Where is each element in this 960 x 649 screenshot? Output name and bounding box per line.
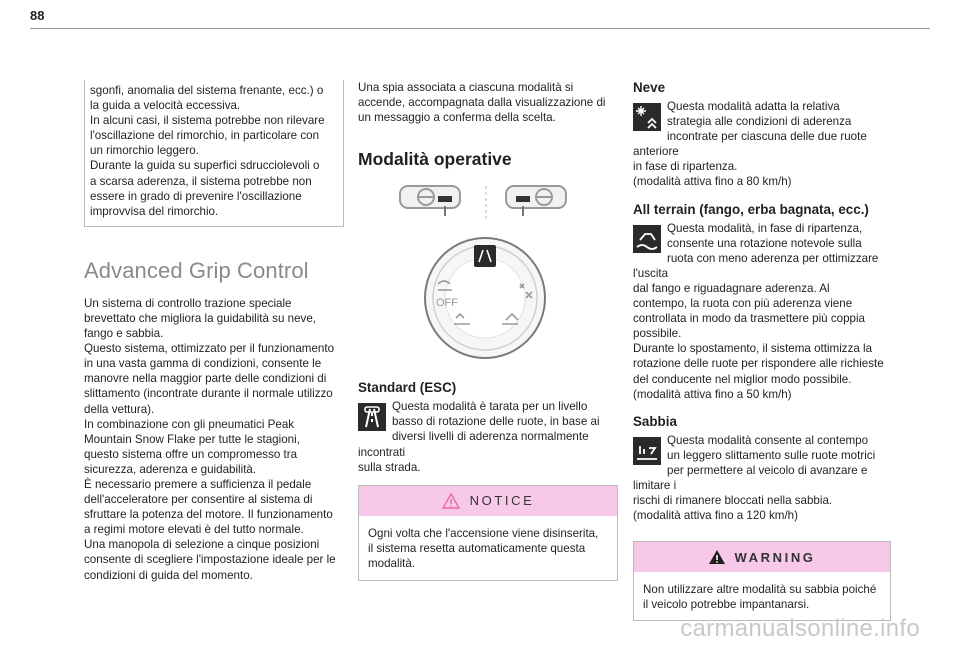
warning-label: WARNING xyxy=(734,549,816,565)
text-line: ruota con meno aderenza per ottimizzare l'uscita xyxy=(633,251,879,280)
text-line: rotazione delle ruote per rispondere alle richieste xyxy=(633,357,884,371)
warning-body xyxy=(634,572,890,620)
text-line: consente di scegliere l'impostazione ideale per le xyxy=(84,553,336,567)
text-line: un leggero slittamento sulle ruote motrici xyxy=(667,448,876,462)
text-line: in fase di ripartenza. xyxy=(633,160,738,174)
text-line: controllata in modo da trasmettere più coppia xyxy=(633,312,866,326)
text-line: strategia alle condizioni di aderenza xyxy=(667,115,852,129)
text-line: sulla strada. xyxy=(358,460,421,474)
text-line: In combinazione con gli pneumatici Peak xyxy=(84,417,295,431)
neve-text xyxy=(633,99,891,190)
text-line: modalità. xyxy=(368,556,416,570)
text-line: la guida a velocità eccessiva. xyxy=(90,99,241,113)
column-right xyxy=(633,80,891,621)
text-line: (modalità attiva fino a 120 km/h) xyxy=(633,509,798,523)
agc-body xyxy=(84,296,344,583)
watermark: carmanualsonline.info xyxy=(680,615,920,642)
notice-triangle-icon xyxy=(442,493,460,509)
sand-mode-icon xyxy=(633,437,661,465)
allterrain-text xyxy=(633,221,891,402)
text-line: consente una rotazione notevole sulla xyxy=(667,236,862,250)
text-line: sfruttare la potenza del motore. Il funzionamento xyxy=(84,508,333,522)
dial-svg xyxy=(358,184,616,380)
text-line: Non utilizzare altre modalità su sabbia poiché xyxy=(643,583,877,597)
text-line: Durante lo spostamento, il sistema ottimizza la xyxy=(633,342,873,356)
text-line: rischi di rimanere bloccati nella sabbia. xyxy=(633,494,833,508)
standard-mode-block xyxy=(358,399,618,474)
warning-header xyxy=(634,542,890,572)
sabbia-title: Sabbia xyxy=(633,413,677,429)
text-line: In alcuni casi, il sistema potrebbe non rilevare xyxy=(90,114,325,128)
sabbia-text xyxy=(633,433,891,524)
text-line: Durante la guida su superfici sdrucciolevoli o xyxy=(90,159,320,173)
selector-dial-illustration xyxy=(358,184,618,380)
text-line: sgonfi, anomalia del sistema frenante, ecc.) o xyxy=(90,84,324,97)
text-line: un rimorchio leggero. xyxy=(90,144,199,158)
all-terrain-mode-icon xyxy=(633,225,661,253)
text-line: Ogni volta che l'accensione viene disinserita, xyxy=(368,526,599,540)
text-line: per permettere al veicolo di avanzare e limitare i xyxy=(633,463,868,492)
text-line: Questa modalità è tarata per un livello xyxy=(392,400,588,414)
notice-box xyxy=(358,485,618,581)
mode-knob xyxy=(425,238,545,358)
allterrain-mode-block xyxy=(633,221,891,402)
text-line: Questa modalità, in fase di ripartenza, xyxy=(667,221,863,235)
text-line: dell'acceleratore per consentire al sistema di xyxy=(84,493,313,507)
text-line: Mountain Snow Flake per tutte le stagioni, xyxy=(84,432,300,446)
warning-text xyxy=(643,582,881,612)
sabbia-mode-block xyxy=(633,433,891,524)
text-line: manovre nella maggior parte delle condizioni di xyxy=(84,372,327,386)
warning-triangle-icon xyxy=(708,549,726,565)
text-line: della vettura). xyxy=(84,402,155,416)
text-line: diversi livelli di aderenza normalmente incontrati xyxy=(358,430,589,459)
text-line: possibile. xyxy=(633,327,682,341)
notice-header xyxy=(359,486,617,516)
neve-title: Neve xyxy=(633,80,666,95)
text-line: brevettato che migliora la guidabilità su neve, xyxy=(84,311,317,325)
text-line: Una spia associata a ciascuna modalità si xyxy=(358,81,574,94)
standard-esc-icon xyxy=(358,403,386,431)
text-line: sicurezza, aderenza e guidabilità. xyxy=(84,462,257,476)
text-line: slittamento (incontrate durante il normale utilizzo xyxy=(84,387,333,401)
steering-wheel-right-icon xyxy=(506,186,566,216)
warning-box xyxy=(633,541,891,621)
modes-heading: Modalità operative xyxy=(358,149,512,170)
text-line: dal fango e riguadagnare aderenza. Al xyxy=(633,281,830,295)
text-line: Questa modalità adatta la relativa xyxy=(667,100,840,113)
text-line: basso di rotazione delle ruote, in base ai xyxy=(392,415,600,429)
page-number: 88 xyxy=(30,8,45,23)
text-line: il veicolo potrebbe impantanarsi. xyxy=(643,598,810,612)
snow-mode-icon xyxy=(633,103,661,131)
text-line: Questo sistema, ottimizzato per il funzionamento xyxy=(84,342,335,356)
text-line: condizioni di guida del momento. xyxy=(84,568,253,582)
text-line: accende, accompagnata dalla visualizzazione di xyxy=(358,96,606,110)
text-line: a regimi motore elevati è del tutto normale. xyxy=(84,523,304,537)
text-line: (modalità attiva fino a 50 km/h) xyxy=(633,387,792,401)
text-line: essere in grado di prevenire l'oscillazione xyxy=(90,189,302,203)
text-line: del conducente nel miglior modo possibile. xyxy=(633,372,852,386)
standard-text xyxy=(358,399,618,474)
text-line: Un sistema di controllo trazione speciale xyxy=(84,296,292,310)
section-title: Advanced Grip Control xyxy=(84,257,309,283)
text-line: (modalità attiva fino a 80 km/h) xyxy=(633,175,792,189)
indicator-paragraph xyxy=(358,80,618,125)
text-line: in una vasta gamma di condizioni, consente le xyxy=(84,357,322,371)
text-line: incontrate per ciascuna delle due ruote anteriore xyxy=(633,130,867,159)
allterrain-title: All terrain (fango, erba bagnata, ecc.) xyxy=(633,201,869,217)
neve-mode-block xyxy=(633,99,891,190)
intro-paragraph xyxy=(90,83,337,219)
notice-label: NOTICE xyxy=(469,493,535,509)
notice-body xyxy=(359,516,617,580)
header-rule xyxy=(30,28,930,29)
text-line: a scarsa aderenza, il sistema potrebbe non xyxy=(90,174,312,188)
text-line: fango e sabbia. xyxy=(84,327,164,341)
dial-off-label: OFF xyxy=(436,297,458,310)
column-left xyxy=(84,80,344,583)
text-line: Questa modalità consente al contempo xyxy=(667,433,869,447)
text-line: un messaggio a conferma della scelta. xyxy=(358,111,556,125)
notice-text xyxy=(368,526,608,571)
continued-text-box xyxy=(84,80,344,227)
steering-wheel-left-icon xyxy=(400,186,460,216)
text-line: Una manopola di selezione a cinque posizioni xyxy=(84,538,320,552)
text-line: il sistema resetta automaticamente questa xyxy=(368,541,586,555)
text-line: contempo, la ruota con più aderenza viene xyxy=(633,297,853,311)
standard-title: Standard (ESC) xyxy=(358,380,457,396)
column-middle xyxy=(358,80,618,581)
text-line: questo sistema offre un compromesso tra xyxy=(84,447,298,461)
text-line: l'oscillazione del rimorchio, in particolare con xyxy=(90,129,320,143)
text-line: È necessario premere a sufficienza il pedale xyxy=(84,477,312,491)
standard-mode-indicator-icon xyxy=(474,245,496,267)
text-line: improvvisa del rimorchio. xyxy=(90,204,219,218)
